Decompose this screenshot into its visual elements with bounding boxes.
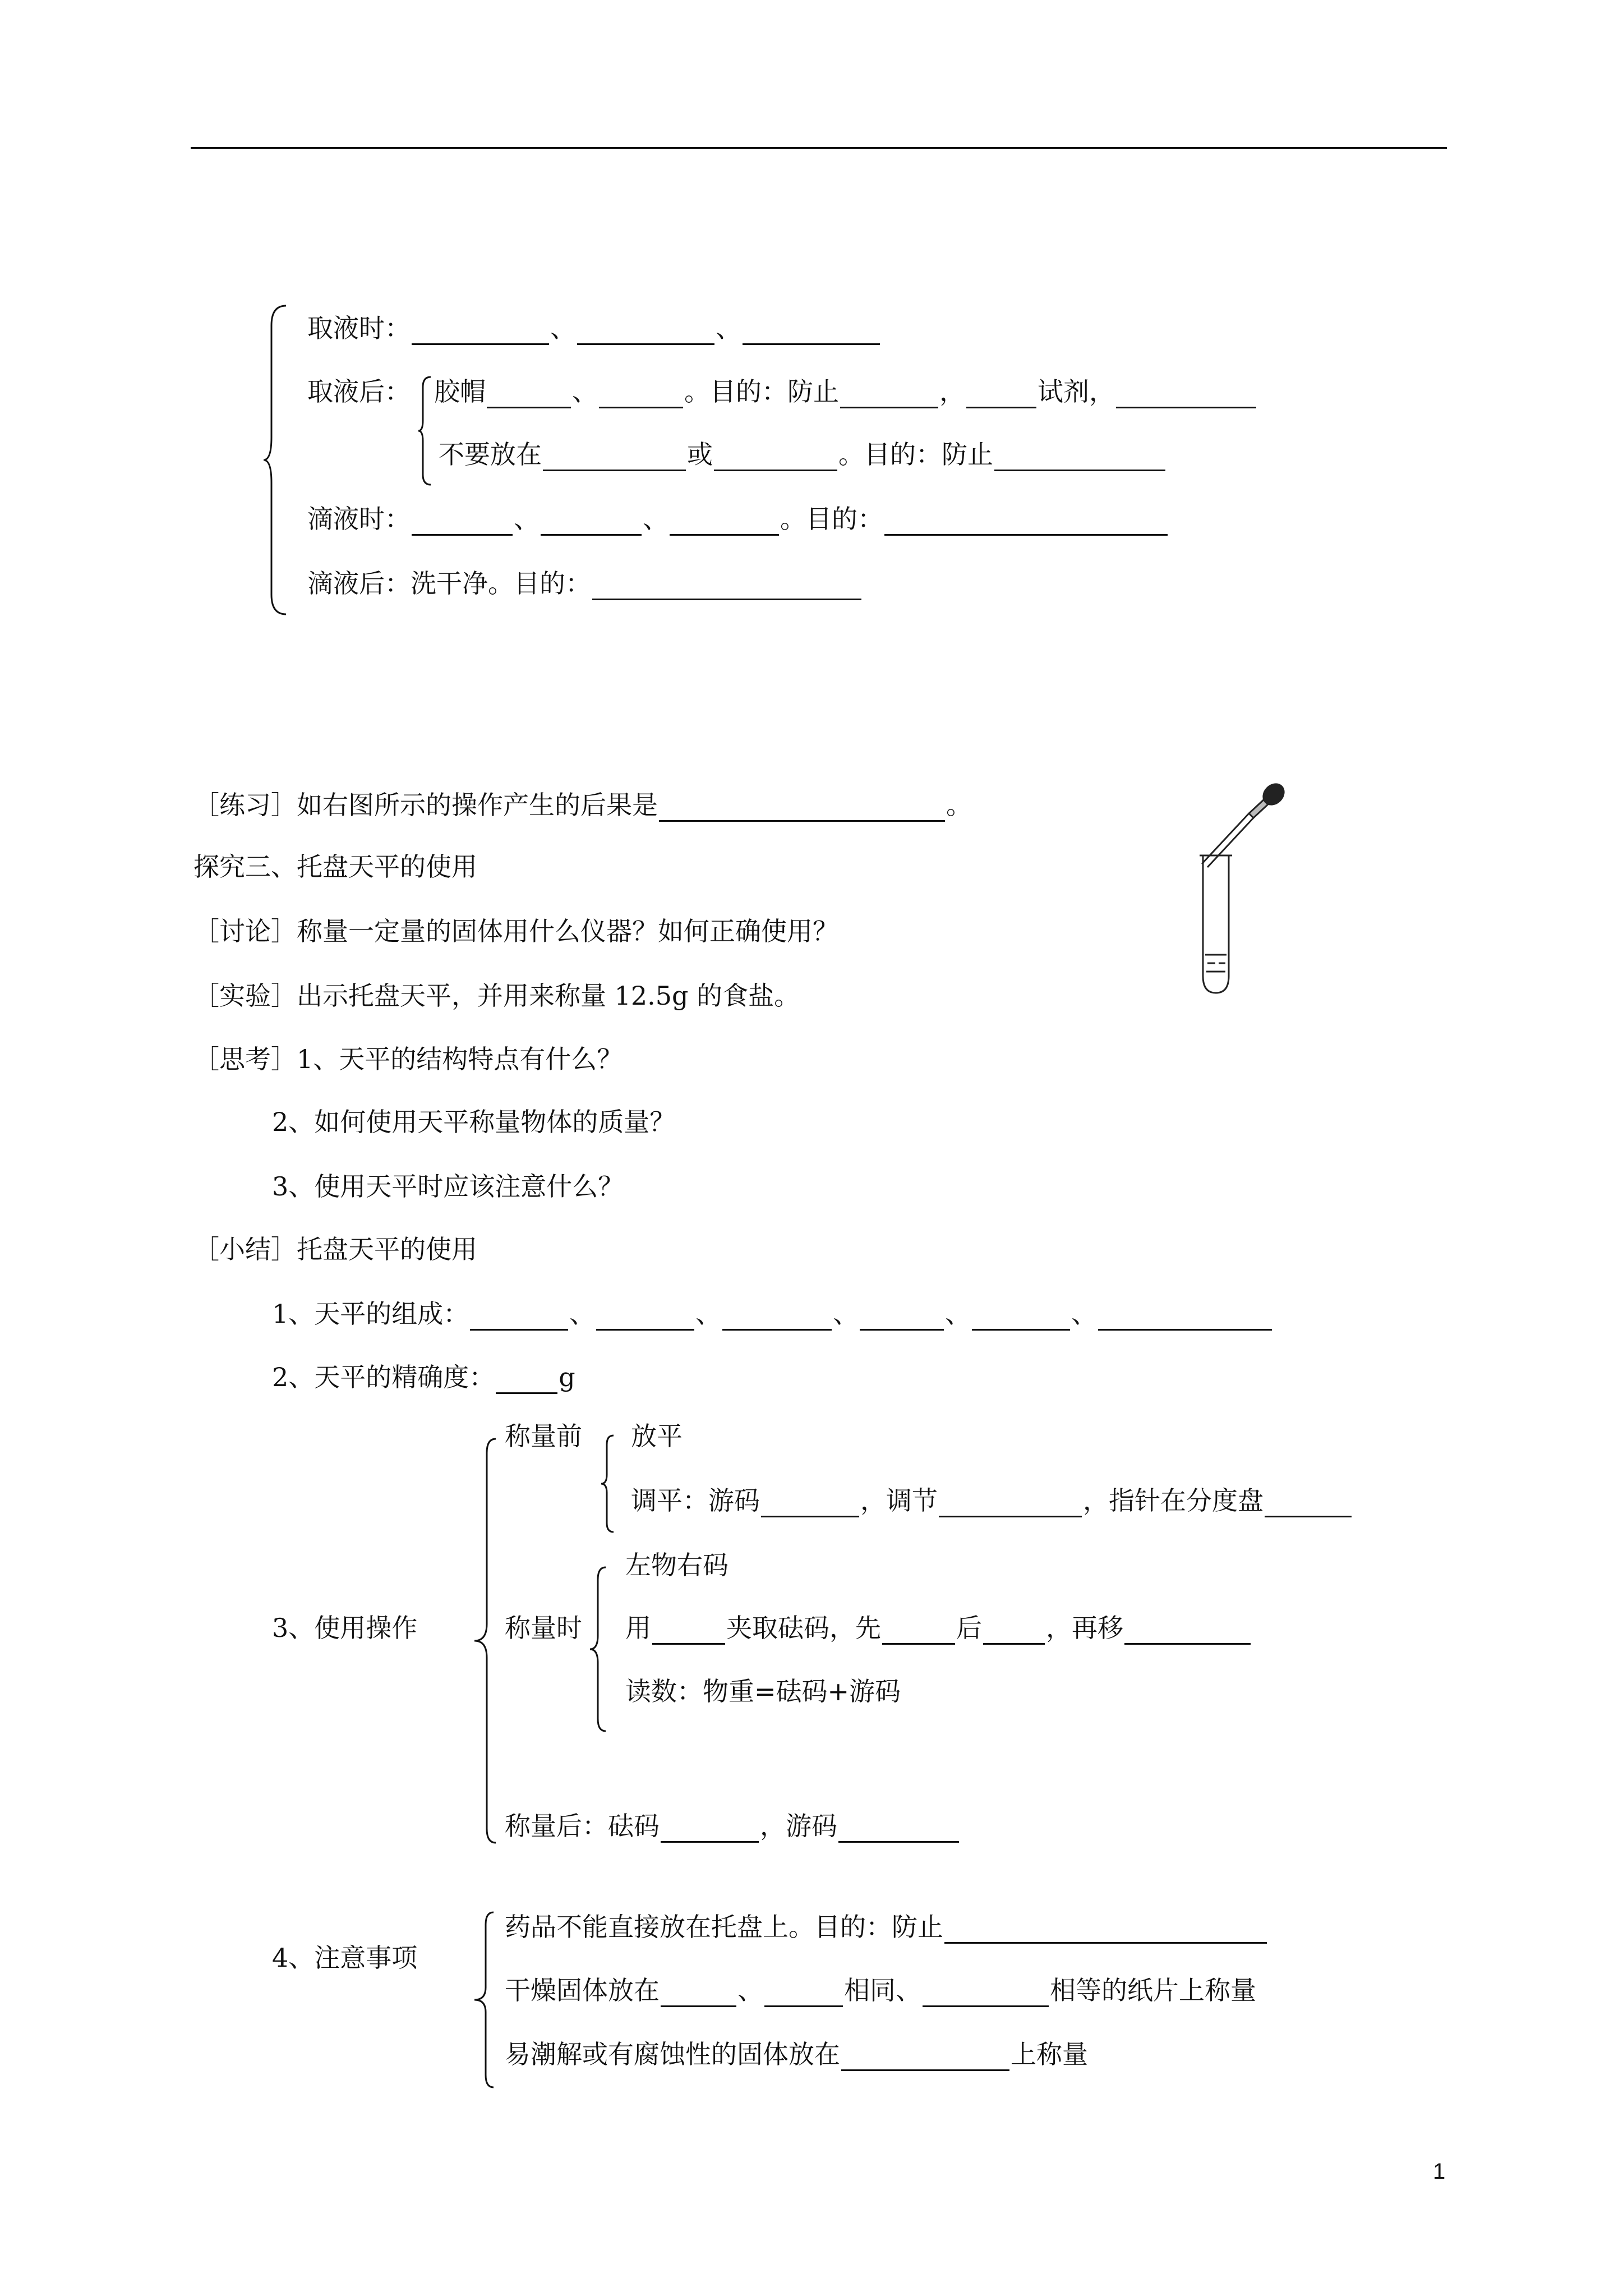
line-summary-2 [272, 1360, 575, 1394]
separator: 、 [643, 504, 668, 534]
blank[interactable] [1116, 384, 1256, 408]
separator: 、 [1071, 1299, 1098, 1329]
blank[interactable] [838, 1819, 959, 1843]
blank[interactable] [577, 321, 714, 345]
adjust-text: 调平：游码 [631, 1485, 760, 1516]
line-exercise [193, 788, 972, 822]
label-qu-ye-shi: 取液时： [307, 313, 411, 343]
line-note-3 [505, 2037, 1088, 2071]
thinking-q1: ［思考］1、天平的结构特点有什么？ [193, 1044, 623, 1074]
after-text: 称量后：砝码 [505, 1811, 660, 1841]
blank[interactable] [983, 1621, 1045, 1645]
label-before-weighing [505, 1419, 582, 1453]
blank[interactable] [884, 512, 1168, 536]
left-right-text: 左物右码 [625, 1550, 728, 1580]
label-notes [272, 1941, 417, 1975]
separator: 、 [737, 1975, 763, 2005]
dropper [1202, 780, 1288, 867]
page-number: 1 [1433, 2159, 1446, 2184]
blank[interactable] [761, 1493, 859, 1517]
blank[interactable] [496, 1370, 557, 1394]
text-period: 。 [946, 790, 972, 820]
use-text: 用 [625, 1613, 651, 1643]
note-3-text: 上称量 [1011, 2039, 1088, 2069]
line-thinking-2 [272, 1105, 675, 1139]
separator: 、 [716, 313, 741, 343]
label-during-weighing [505, 1611, 582, 1645]
notes-label: 4、注意事项 [272, 1943, 418, 1973]
text-shiji: 试剂， [1038, 376, 1115, 407]
section-title-text: 探究三、托盘天平的使用 [193, 852, 477, 882]
adjust-text: ，调节 [860, 1485, 938, 1516]
brace-dropper-main [264, 303, 297, 617]
text-purpose: 。目的： [780, 504, 883, 534]
blank[interactable] [470, 1306, 568, 1331]
text-purpose: 。目的：防止 [838, 439, 993, 470]
note-1-text: 药品不能直接放在托盘上。目的：防止 [505, 1912, 943, 1942]
blank[interactable] [840, 384, 938, 408]
blank[interactable] [1098, 1306, 1272, 1331]
blank[interactable] [841, 2047, 1009, 2071]
blank[interactable] [923, 1983, 1049, 2007]
line-after-weighing [505, 1809, 960, 1843]
blank[interactable] [860, 1306, 944, 1331]
text-huo: 或 [687, 439, 713, 470]
label-di-ye-hou: 滴液后：洗干净。目的： [307, 568, 591, 599]
test-tube [1200, 855, 1232, 993]
separator: 、 [550, 313, 576, 343]
text-buyao: 不要放在 [439, 439, 542, 470]
note-2-text: 相同、 [844, 1975, 921, 2005]
summary-title: ［小结］托盘天平的使用 [193, 1234, 477, 1264]
blank[interactable] [592, 576, 861, 600]
brace-notes [472, 1910, 497, 2090]
separator: 、 [572, 376, 598, 407]
blank[interactable] [944, 1920, 1267, 1944]
line-note-2 [505, 1973, 1256, 2007]
before-label: 称量前 [505, 1421, 582, 1451]
line-di-ye-shi [307, 502, 1169, 536]
line-thinking-3 [272, 1170, 624, 1203]
note-2-text: 干燥固体放在 [505, 1975, 660, 2005]
header-rule [191, 147, 1447, 149]
blank[interactable] [412, 512, 513, 536]
note-3-text: 易潮解或有腐蚀性的固体放在 [505, 2039, 840, 2069]
separator: 、 [569, 1299, 596, 1329]
line-note-1 [505, 1910, 1268, 1944]
blank[interactable] [939, 1493, 1082, 1517]
thinking-q2: 2、如何使用天平称量物体的质量？ [272, 1107, 676, 1137]
blank[interactable] [659, 798, 945, 822]
label-qu-ye-hou: 取液后： [307, 376, 411, 407]
blank[interactable] [966, 384, 1036, 408]
usage-operation-label: 3、使用操作 [272, 1613, 418, 1643]
experiment-text: ［实验］出示托盘天平，并用来称量 12.5g 的食盐。 [193, 981, 800, 1011]
blank[interactable] [652, 1621, 725, 1645]
line-qu-ye-hou-1 [307, 375, 1257, 408]
dropper-test-tube-illustration [1186, 780, 1298, 999]
blank[interactable] [994, 447, 1165, 471]
text-jiaomao: 胶帽 [434, 376, 486, 407]
line-qu-ye-shi [307, 311, 881, 345]
blank[interactable] [722, 1306, 832, 1331]
adjust-text: ，指针在分度盘 [1083, 1485, 1264, 1516]
blank[interactable] [487, 384, 571, 408]
during-label: 称量时 [505, 1613, 582, 1643]
blank[interactable] [972, 1306, 1070, 1331]
blank[interactable] [714, 447, 837, 471]
separator: 、 [514, 504, 540, 534]
use-text: ，再移 [1046, 1613, 1123, 1643]
level-text: 放平 [631, 1421, 683, 1451]
blank[interactable] [596, 1306, 694, 1331]
blank[interactable] [743, 321, 880, 345]
line-summary-title [193, 1232, 477, 1266]
text-unit-g: g [559, 1362, 575, 1392]
exercise-text: ［练习］如右图所示的操作产生的后果是 [193, 790, 658, 820]
blank[interactable] [764, 1983, 843, 2007]
separator: 、 [833, 1299, 859, 1329]
thinking-q3: 3、使用天平时应该注意什么？ [272, 1171, 624, 1202]
brace-usage-main [472, 1436, 500, 1846]
line-adjust [631, 1484, 1353, 1517]
blank[interactable] [599, 384, 683, 408]
blank[interactable] [543, 447, 686, 471]
text-purpose: 。目的：防止 [684, 376, 839, 407]
brace-during-weighing [589, 1565, 611, 1733]
line-qu-ye-hou-2 [439, 438, 1166, 471]
reading-text: 读数：物重=砝码+游码 [625, 1676, 901, 1706]
label-usage-operation [272, 1611, 417, 1645]
blank[interactable] [1265, 1493, 1352, 1517]
blank[interactable] [1124, 1621, 1251, 1645]
line-left-right [625, 1548, 728, 1582]
blank[interactable] [412, 321, 549, 345]
note-2-text: 相等的纸片上称量 [1050, 1975, 1256, 2005]
blank[interactable] [661, 1983, 736, 2007]
separator: ， [939, 376, 965, 407]
line-di-ye-hou [307, 567, 863, 600]
use-text: 后 [956, 1613, 982, 1643]
separator: 、 [695, 1299, 722, 1329]
brace-before-weighing [600, 1433, 617, 1534]
blank[interactable] [541, 512, 642, 536]
label-precision: 2、天平的精确度： [272, 1362, 495, 1392]
line-thinking-1 [193, 1042, 623, 1076]
after-text: ，游码 [760, 1811, 837, 1841]
blank[interactable] [882, 1621, 955, 1645]
separator: 、 [945, 1299, 971, 1329]
line-use-tweezers [625, 1611, 1252, 1645]
discussion-text: ［讨论］称量一定量的固体用什么仪器？如何正确使用？ [193, 916, 838, 946]
line-reading [625, 1674, 901, 1708]
label-composition: 1、天平的组成： [272, 1299, 469, 1329]
line-summary-1 [272, 1297, 1273, 1331]
use-text: 夹取砝码，先 [726, 1613, 881, 1643]
blank[interactable] [661, 1819, 759, 1843]
label-di-ye-shi: 滴液时： [307, 504, 411, 534]
line-level [631, 1419, 683, 1453]
section-title [193, 850, 477, 884]
line-experiment [193, 979, 800, 1013]
line-discussion [193, 914, 838, 948]
blank[interactable] [670, 512, 779, 536]
